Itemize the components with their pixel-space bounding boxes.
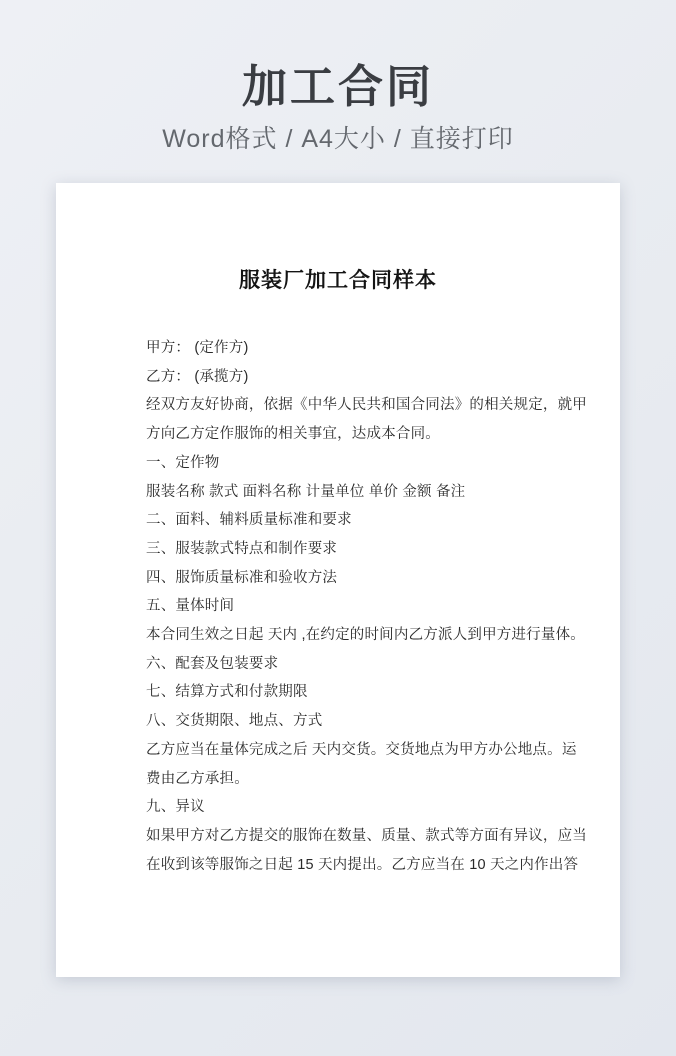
document-line: 甲方： (定作方) bbox=[146, 340, 249, 356]
document-line: 本合同生效之日起 天内 ,在约定的时间内乙方派人到甲方进行量体。 bbox=[146, 627, 585, 644]
document-line: 九、异议 bbox=[146, 799, 205, 816]
document-body bbox=[146, 334, 587, 879]
document-line: 方向乙方定作服饰的相关事宜，达成本合同。 bbox=[146, 426, 440, 443]
document-line: 费由乙方承担。 bbox=[146, 770, 249, 787]
header bbox=[0, 0, 676, 154]
document-line: 如果甲方对乙方提交的服饰在数量、质量、款式等方面有异议，应当 bbox=[146, 827, 587, 844]
document-line: 八、交货期限、地点、方式 bbox=[146, 713, 323, 730]
document-line: 在收到该等服饰之日起 15 天内提出。乙方应当在 10 天之内作出答 bbox=[146, 856, 579, 873]
document-title: 服装厂加工合同样本 bbox=[239, 269, 437, 292]
document-line: 七、结算方式和付款期限 bbox=[146, 684, 308, 701]
page-title: 加工合同 bbox=[241, 61, 434, 112]
document-line: 乙方： (承揽方) bbox=[146, 368, 249, 385]
document-line: 五、量体时间 bbox=[146, 598, 235, 615]
document-line: 服装名称 款式 面料名称 计量单位 单价 金额 备注 bbox=[146, 483, 466, 500]
document-line: 二、面料、辅料质量标准和要求 bbox=[146, 512, 352, 529]
document-line: 三、服装款式特点和制作要求 bbox=[146, 540, 338, 557]
document-line: 四、服饰质量标准和验收方法 bbox=[146, 569, 338, 586]
document-line: 经双方友好协商，依据《中华人民共和国合同法》的相关规定，就甲 bbox=[146, 397, 587, 414]
document-line: 六、配套及包装要求 bbox=[146, 655, 279, 672]
page-subtitle: Word格式 / A4大小 / 直接打印 bbox=[162, 125, 514, 153]
document-page-preview bbox=[56, 183, 620, 977]
document-line: 一、定作物 bbox=[146, 454, 220, 471]
document-line: 乙方应当在量体完成之后 天内交货。交货地点为甲方办公地点。运 bbox=[146, 741, 577, 758]
